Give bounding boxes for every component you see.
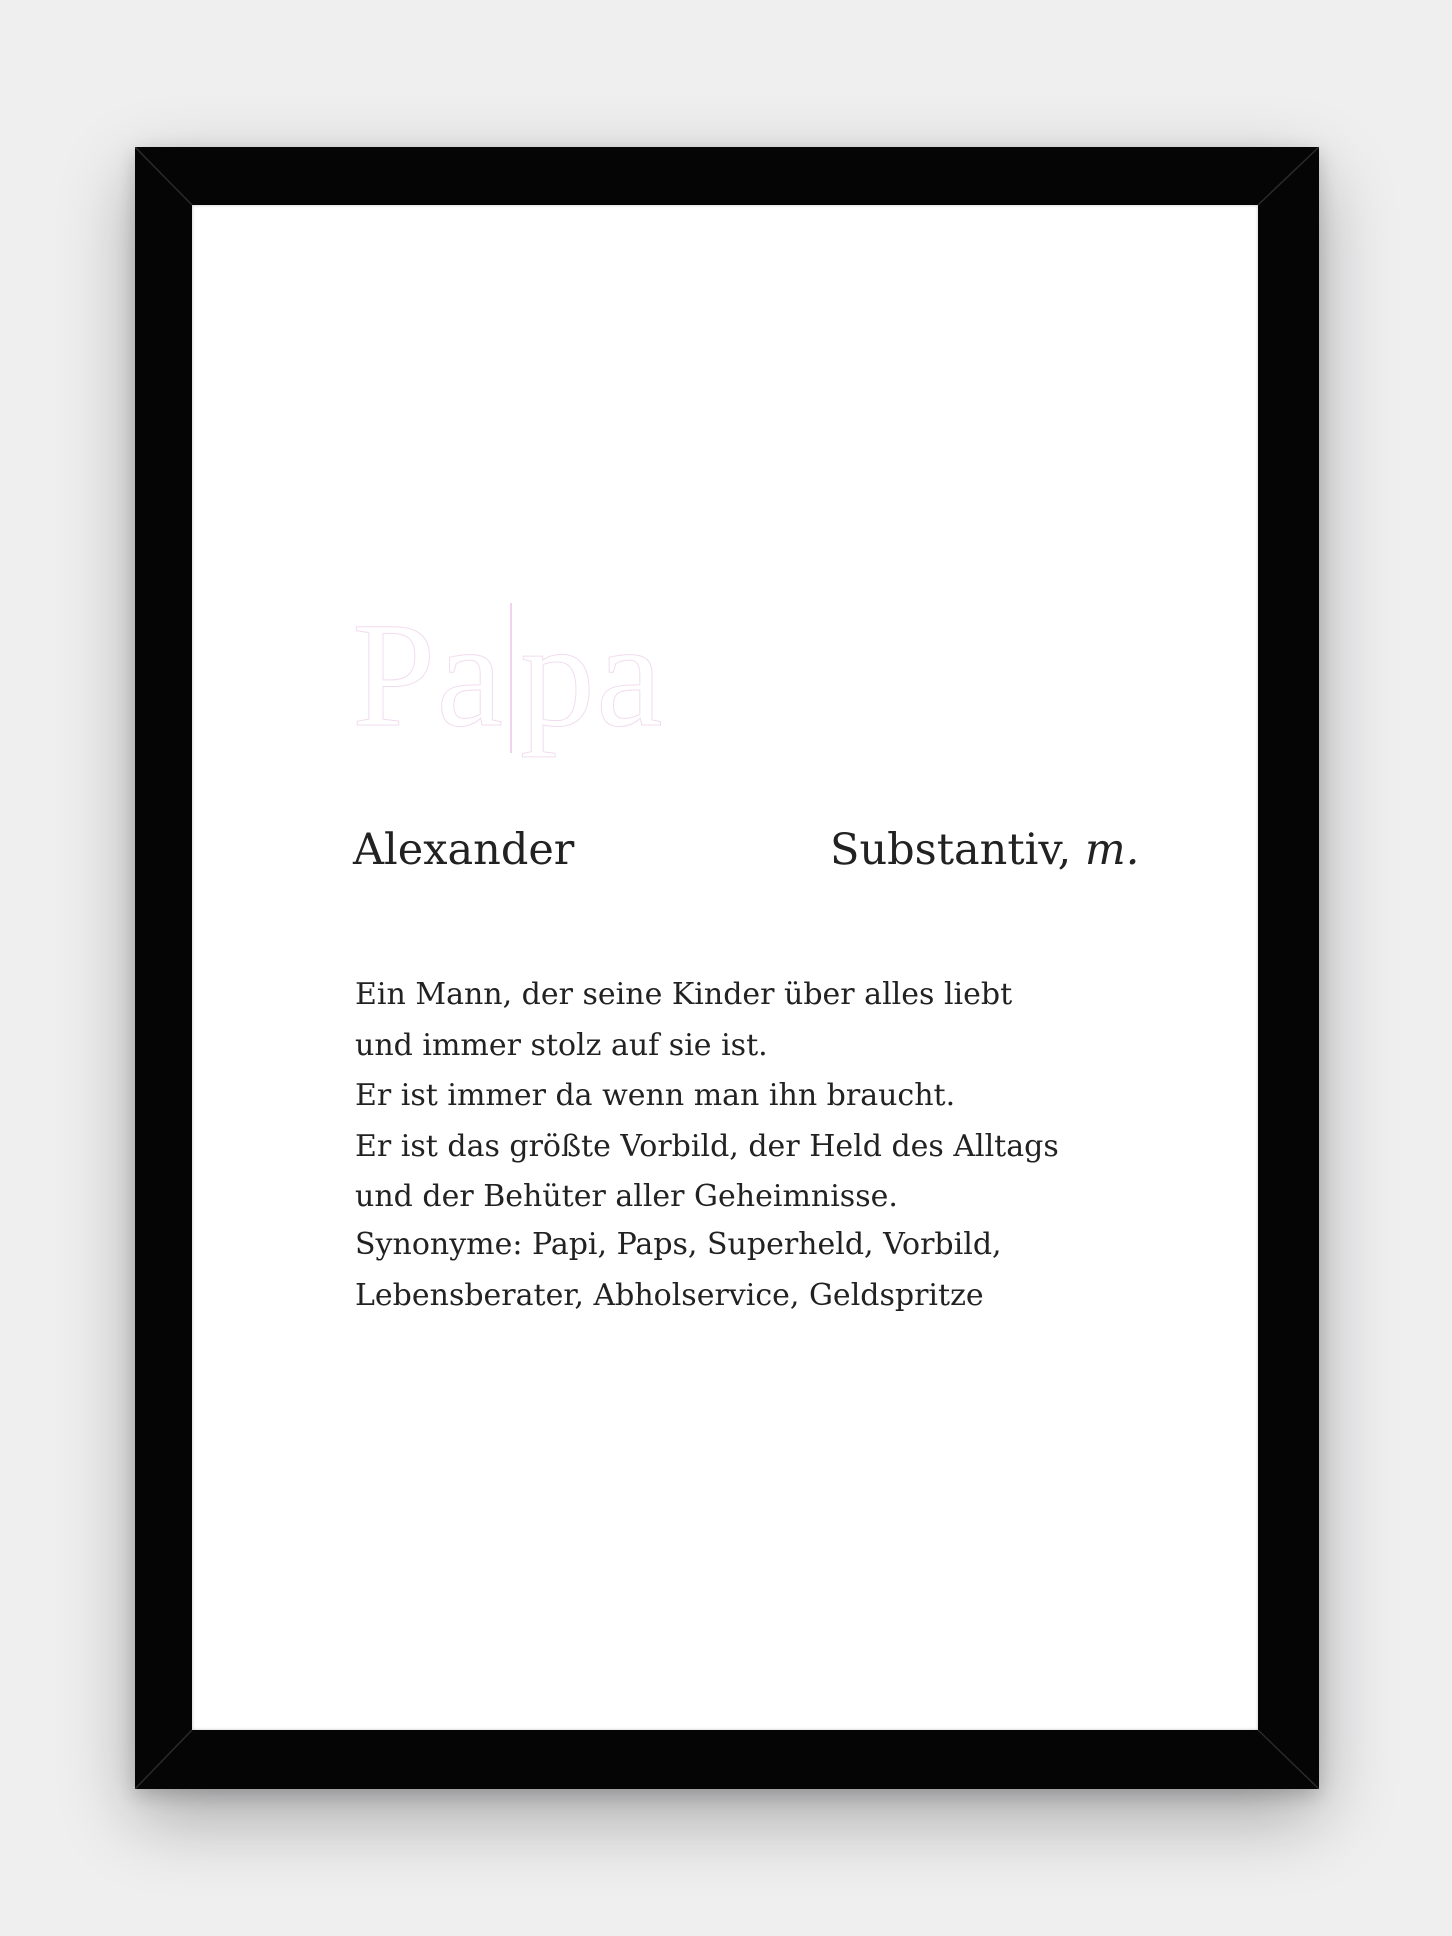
synonyms-line: Synonyme: Papi, Paps, Superheld, Vorbild, xyxy=(355,1227,1002,1262)
headword-papa xyxy=(352,592,664,758)
headword-syllable-1: Pa xyxy=(352,592,504,758)
synonyms-line: Lebensberater, Abholservice, Geldspritze xyxy=(355,1277,984,1313)
definition-text xyxy=(355,970,1215,1223)
word-class xyxy=(830,825,1139,875)
definition-line: Ein Mann, der seine Kinder über alles liebt xyxy=(355,977,1013,1012)
definition-line: und immer stolz auf sie ist. xyxy=(355,1027,768,1063)
definition-line: Er ist das größte Vorbild, der Held des Alltags xyxy=(355,1128,1059,1164)
definition-line: Er ist immer da wenn man ihn braucht. xyxy=(355,1078,956,1113)
grammatical-gender: m. xyxy=(1084,825,1140,875)
synonyms-text xyxy=(355,1220,1215,1321)
picture-frame xyxy=(135,147,1319,1789)
definition-line: und der Behüter aller Geheimnisse. xyxy=(355,1179,898,1214)
word-class-label: Substantiv, xyxy=(830,825,1072,875)
headword-syllable-2: pa xyxy=(520,592,664,758)
syllable-separator xyxy=(510,603,512,753)
person-name: Alexander xyxy=(353,825,575,875)
poster-paper xyxy=(192,205,1258,1730)
